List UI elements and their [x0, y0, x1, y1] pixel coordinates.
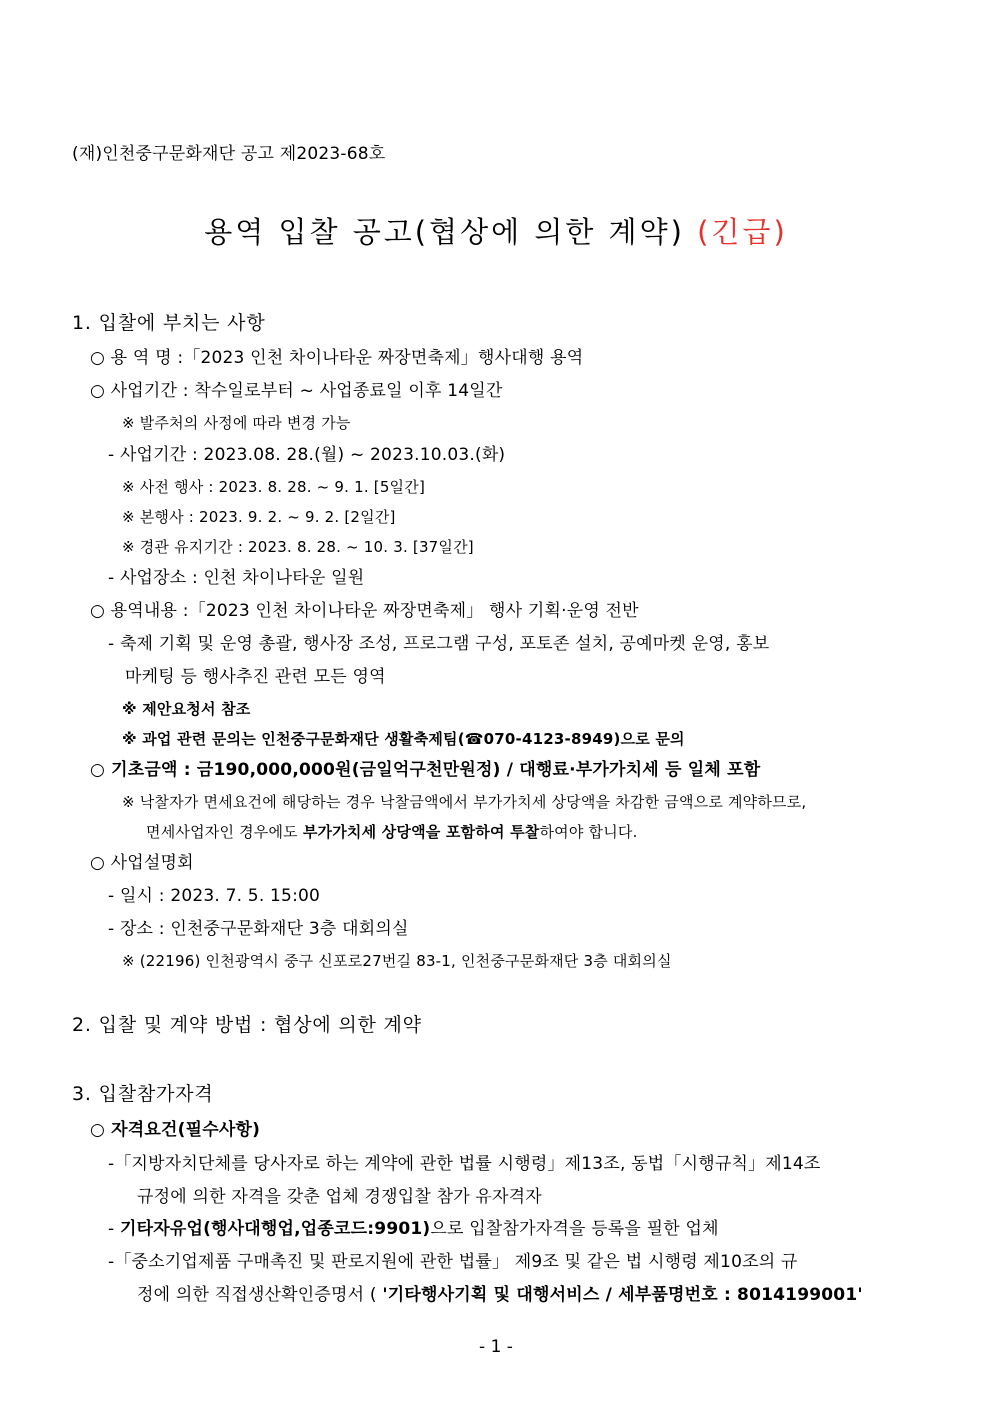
sme-law-text: 정에 의한 직접생산확인증명서 ( — [137, 1285, 383, 1305]
main-event-period: ※ 본행사 : 2023. 9. 2. ~ 9. 2. [2일간] — [122, 508, 396, 526]
briefing-address: ※ (22196) 인천광역시 중구 신포로27번길 83-1, 인천중구문화재단 3층 대회의실 — [122, 952, 672, 970]
qualification-law-line-2: 규정에 의한 자격을 갖춘 업체 경쟁입찰 참가 유자격자 — [137, 1187, 542, 1207]
dash: - — [108, 1219, 120, 1239]
product-code-emphasis: '기타행사기획 및 대행서비스 / 세부품명번호 : 8014199001' — [382, 1285, 863, 1305]
notice-number: (재)인천중구문화재단 공고 제2023-68호 — [72, 144, 386, 164]
tax-note-emphasis: 부가가치세 상당액을 포함하여 투찰 — [302, 823, 540, 841]
inquiry-note: ※ 과업 관련 문의는 인천중구문화재단 생활축제팀(☎070-4123-8949)으로 문의 — [122, 730, 685, 748]
page-number: - 1 - — [479, 1337, 513, 1357]
qualification-law-line-1: -「지방자치단체를 당사자로 하는 계약에 관한 법률 시행령」제13조, 동법「시행규칙」제14조 — [108, 1154, 821, 1174]
briefing-datetime: - 일시 : 2023. 7. 5. 15:00 — [108, 886, 321, 906]
project-period-line: ○ 사업기간 : 착수일로부터 ~ 사업종료일 이후 14일간 — [90, 381, 503, 401]
rfp-note: ※ 제안요청서 참조 — [122, 700, 251, 718]
pre-event-period: ※ 사전 행사 : 2023. 8. 28. ~ 9. 1. [5일간] — [122, 478, 425, 496]
page-title — [0, 210, 992, 251]
tax-note-line-1: ※ 낙찰자가 면세요건에 해당하는 경우 낙찰금액에서 부가가치세 상당액을 차감한 금액으로 계약하므로, — [122, 793, 807, 811]
business-registration-line — [108, 1218, 719, 1240]
project-location: - 사업장소 : 인천 차이나타운 일원 — [108, 568, 365, 588]
business-type-emphasis: 기타자유업(행사대행업,업종코드:9901) — [119, 1219, 431, 1239]
service-scope-line-1: - 축제 기획 및 운영 총괄, 행사장 조성, 프로그램 구성, 포토존 설치, 공예마켓 운영, 홍보 — [108, 634, 770, 654]
sme-law-line-2 — [137, 1284, 863, 1306]
business-registration-text: 으로 입찰참가자격을 등록을 필한 업체 — [430, 1219, 719, 1239]
service-name-line: ○ 용 역 명 :「2023 인천 차이나타운 짜장면축제」행사대행 용역 — [90, 348, 584, 368]
base-amount-line: ○ 기초금액 : 금190,000,000원(금일억구천만원정) / 대행료·부가가치세 등 일체 포함 — [90, 760, 761, 780]
title-text: 용역 입찰 공고(협상에 의한 계약) — [204, 215, 685, 249]
period-dates: - 사업기간 : 2023.08. 28.(월) ~ 2023.10.03.(화) — [108, 445, 506, 465]
qualification-heading: ○ 자격요건(필수사항) — [90, 1120, 261, 1140]
briefing-heading: ○ 사업설명회 — [90, 853, 194, 873]
tax-note-line-2 — [146, 821, 638, 843]
sme-law-line-1: -「중소기업제품 구매촉진 및 판로지원에 관한 법률」 제9조 및 같은 법 시행령 제10조의 규 — [108, 1252, 798, 1272]
section-1-heading: 1. 입찰에 부치는 사항 — [72, 312, 266, 334]
tax-note-text-a: 면세사업자인 경우에도 — [146, 823, 303, 841]
section-3-heading: 3. 입찰참가자격 — [72, 1083, 214, 1105]
period-note: ※ 발주처의 사정에 따라 변경 가능 — [122, 414, 351, 432]
tax-note-text-c: 하여야 합니다. — [539, 823, 638, 841]
landscape-period: ※ 경관 유지기간 : 2023. 8. 28. ~ 10. 3. [37일간] — [122, 538, 474, 556]
section-2-heading: 2. 입찰 및 계약 방법 : 협상에 의한 계약 — [72, 1014, 422, 1036]
service-content-line: ○ 용역내용 :「2023 인천 차이나타운 짜장면축제」 행사 기획·운영 전반 — [90, 601, 639, 621]
urgent-label: (긴급) — [697, 215, 788, 249]
service-scope-line-2: 마케팅 등 행사추진 관련 모든 영역 — [125, 667, 386, 687]
briefing-place: - 장소 : 인천중구문화재단 3층 대회의실 — [108, 919, 409, 939]
